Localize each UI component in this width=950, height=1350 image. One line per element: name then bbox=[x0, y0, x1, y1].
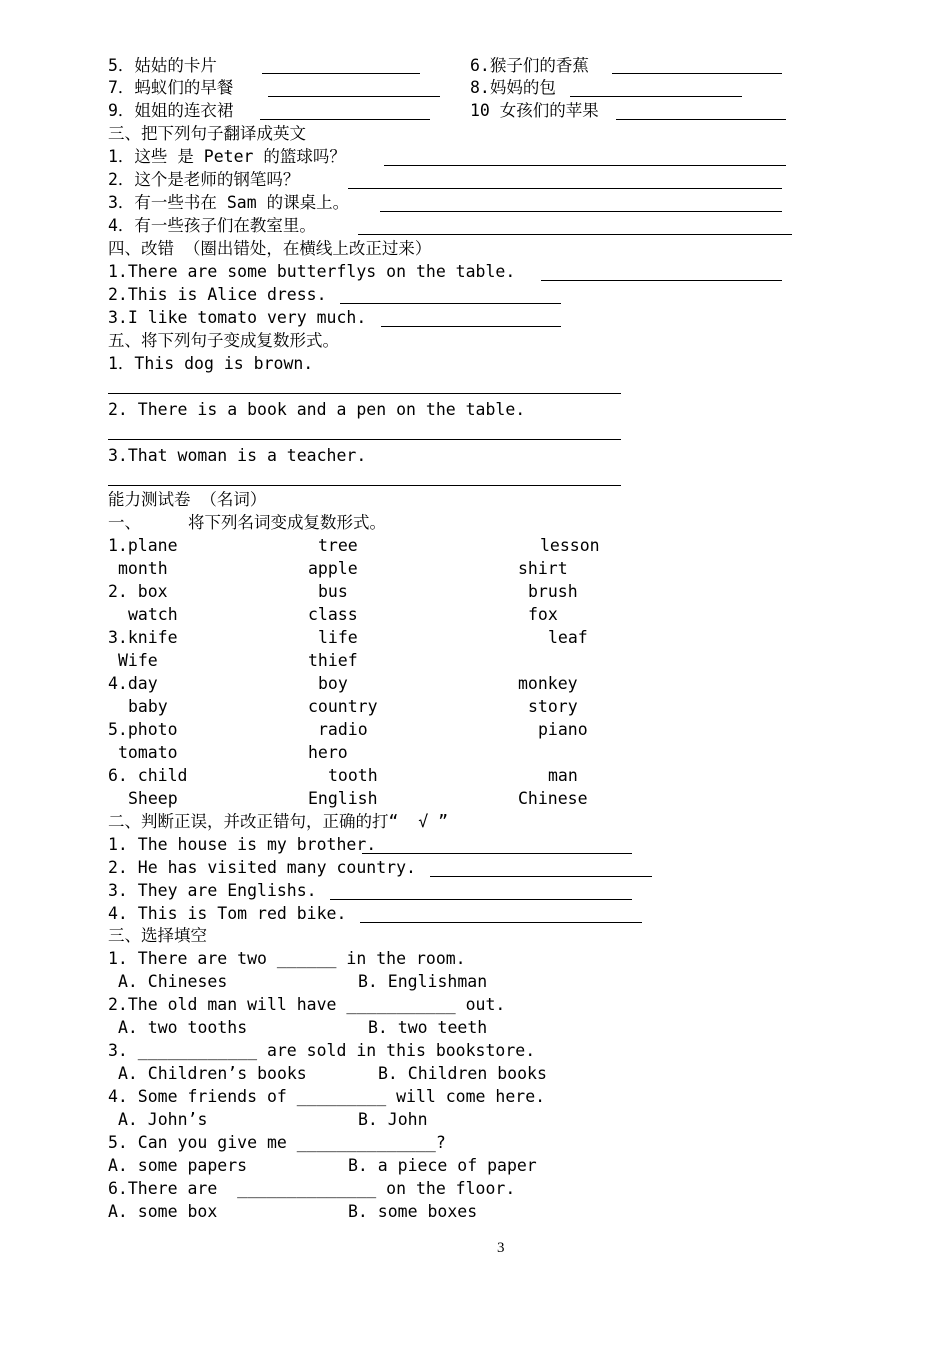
part2-q4: 4. This is Tom red bike. bbox=[108, 904, 347, 923]
answer-line[interactable] bbox=[380, 211, 782, 212]
item-10-text: 10 女孩们的苹果 bbox=[470, 101, 599, 120]
option-a[interactable]: A. some papers bbox=[108, 1156, 248, 1175]
part1-number: 一、 bbox=[108, 513, 141, 532]
item-5 bbox=[108, 55, 217, 77]
answer-line[interactable] bbox=[430, 876, 652, 877]
sec4-q1: 1.There are some butterflys on the table. bbox=[108, 262, 516, 281]
option-a[interactable]: A. Children’s books bbox=[118, 1064, 307, 1083]
answer-line[interactable] bbox=[262, 73, 420, 74]
sec3-q3: 3．有一些书在 Sam 的课桌上。 bbox=[108, 193, 350, 212]
word: class bbox=[308, 605, 358, 624]
option-b[interactable]: B. some boxes bbox=[348, 1202, 478, 1221]
option-b[interactable]: B. John bbox=[358, 1110, 428, 1129]
word: watch bbox=[128, 605, 178, 624]
option-b[interactable]: B. Children books bbox=[378, 1064, 547, 1083]
item-9-text: 9．姐姐的连衣裙 bbox=[108, 101, 234, 120]
answer-line[interactable] bbox=[108, 393, 621, 394]
word: 4.day bbox=[108, 674, 158, 693]
word: 2. box bbox=[108, 582, 168, 601]
item-9 bbox=[108, 100, 233, 122]
option-b[interactable]: B. a piece of paper bbox=[348, 1156, 537, 1175]
answer-line[interactable] bbox=[340, 303, 561, 304]
answer-line[interactable] bbox=[612, 73, 782, 74]
word: 6. child bbox=[108, 766, 188, 785]
answer-line[interactable] bbox=[260, 119, 430, 120]
word: thief bbox=[308, 651, 358, 670]
word: leaf bbox=[548, 628, 588, 647]
answer-line[interactable] bbox=[362, 853, 632, 854]
item-7-text: 7．蚂蚁们的早餐 bbox=[108, 78, 234, 97]
part3-q5: 5. Can you give me ______________? bbox=[108, 1133, 446, 1152]
word: story bbox=[528, 697, 578, 716]
answer-line[interactable] bbox=[360, 922, 642, 923]
word: month bbox=[118, 559, 168, 578]
word: boy bbox=[318, 674, 348, 693]
part3-q3: 3. ____________ are sold in this bookstore. bbox=[108, 1041, 536, 1060]
word: 1.plane bbox=[108, 536, 178, 555]
word: 3.knife bbox=[108, 628, 178, 647]
word: baby bbox=[128, 697, 168, 716]
answer-line[interactable] bbox=[108, 485, 621, 486]
item-6 bbox=[470, 55, 589, 77]
sec4-q2: 2.This is Alice dress. bbox=[108, 285, 327, 304]
sec5-q2: 2. There is a book and a pen on the table. bbox=[108, 400, 526, 419]
section-3-heading: 三、把下列句子翻译成英文 bbox=[108, 124, 306, 143]
item-8 bbox=[470, 77, 556, 99]
part3-heading: 三、选择填空 bbox=[108, 926, 207, 945]
word: bus bbox=[318, 582, 348, 601]
word: monkey bbox=[518, 674, 578, 693]
part2-heading: 二、判断正误，并改正错句，正确的打“ √ ” bbox=[108, 812, 449, 831]
option-a[interactable]: A. some box bbox=[108, 1202, 218, 1221]
page-number: 3 bbox=[497, 1240, 505, 1256]
option-b[interactable]: B. Englishman bbox=[358, 972, 488, 991]
item-7 bbox=[108, 77, 233, 99]
section-4-heading: 四、改错 （圈出错处，在横线上改正过来） bbox=[108, 239, 432, 258]
word: lesson bbox=[540, 536, 600, 555]
word: piano bbox=[538, 720, 588, 739]
sec3-q1: 1．这些 是 Peter 的篮球吗？ bbox=[108, 147, 346, 166]
item-8-text: 8.妈妈的包 bbox=[470, 78, 556, 97]
word: fox bbox=[528, 605, 558, 624]
part2-q1: 1. The house is my brother. bbox=[108, 835, 377, 854]
answer-line[interactable] bbox=[348, 188, 782, 189]
word: man bbox=[548, 766, 578, 785]
word: Chinese bbox=[518, 789, 588, 808]
option-a[interactable]: A. Chineses bbox=[118, 972, 228, 991]
answer-line[interactable] bbox=[541, 280, 782, 281]
section-5-heading: 五、将下列句子变成复数形式。 bbox=[108, 331, 339, 350]
word: brush bbox=[528, 582, 578, 601]
sec3-q4: 4．有一些孩子们在教室里。 bbox=[108, 216, 316, 235]
answer-line[interactable] bbox=[384, 165, 786, 166]
sec3-q2: 2．这个是老师的钢笔吗？ bbox=[108, 170, 300, 189]
word: hero bbox=[308, 743, 348, 762]
word: English bbox=[308, 789, 378, 808]
word: 5.photo bbox=[108, 720, 178, 739]
answer-line[interactable] bbox=[330, 899, 632, 900]
item-10 bbox=[470, 100, 599, 122]
answer-line[interactable] bbox=[358, 234, 792, 235]
word: Sheep bbox=[128, 789, 178, 808]
part2-q3: 3. They are Englishs. bbox=[108, 881, 317, 900]
answer-line[interactable] bbox=[570, 96, 742, 97]
item-5-text: 5．姑姑的卡片 bbox=[108, 56, 217, 75]
answer-line[interactable] bbox=[616, 119, 786, 120]
word: shirt bbox=[518, 559, 568, 578]
word: country bbox=[308, 697, 378, 716]
part3-q2: 2.The old man will have ___________ out. bbox=[108, 995, 506, 1014]
test-title: 能力测试卷 （名词） bbox=[108, 490, 267, 509]
item-6-text: 6.猴子们的香蕉 bbox=[470, 56, 589, 75]
part3-q6: 6.There are ______________ on the floor. bbox=[108, 1179, 516, 1198]
sec5-q1: 1．This dog is brown. bbox=[108, 354, 314, 373]
part2-q2: 2. He has visited many country. bbox=[108, 858, 416, 877]
answer-line[interactable] bbox=[268, 96, 440, 97]
option-b[interactable]: B. two teeth bbox=[368, 1018, 488, 1037]
word: Wife bbox=[118, 651, 158, 670]
word: tooth bbox=[328, 766, 378, 785]
part3-q4: 4. Some friends of _________ will come here. bbox=[108, 1087, 546, 1106]
part3-q1: 1. There are two ______ in the room. bbox=[108, 949, 466, 968]
option-a[interactable]: A. John’s bbox=[118, 1110, 208, 1129]
word: radio bbox=[318, 720, 368, 739]
part1-heading: 将下列名词变成复数形式。 bbox=[188, 513, 386, 532]
option-a[interactable]: A. two tooths bbox=[118, 1018, 248, 1037]
answer-line[interactable] bbox=[108, 439, 621, 440]
sec5-q3: 3.That woman is a teacher. bbox=[108, 446, 367, 465]
word: tree bbox=[318, 536, 358, 555]
answer-line[interactable] bbox=[381, 326, 561, 327]
word: life bbox=[318, 628, 358, 647]
sec4-q3: 3.I like tomato very much. bbox=[108, 308, 367, 327]
word: apple bbox=[308, 559, 358, 578]
word: tomato bbox=[118, 743, 178, 762]
